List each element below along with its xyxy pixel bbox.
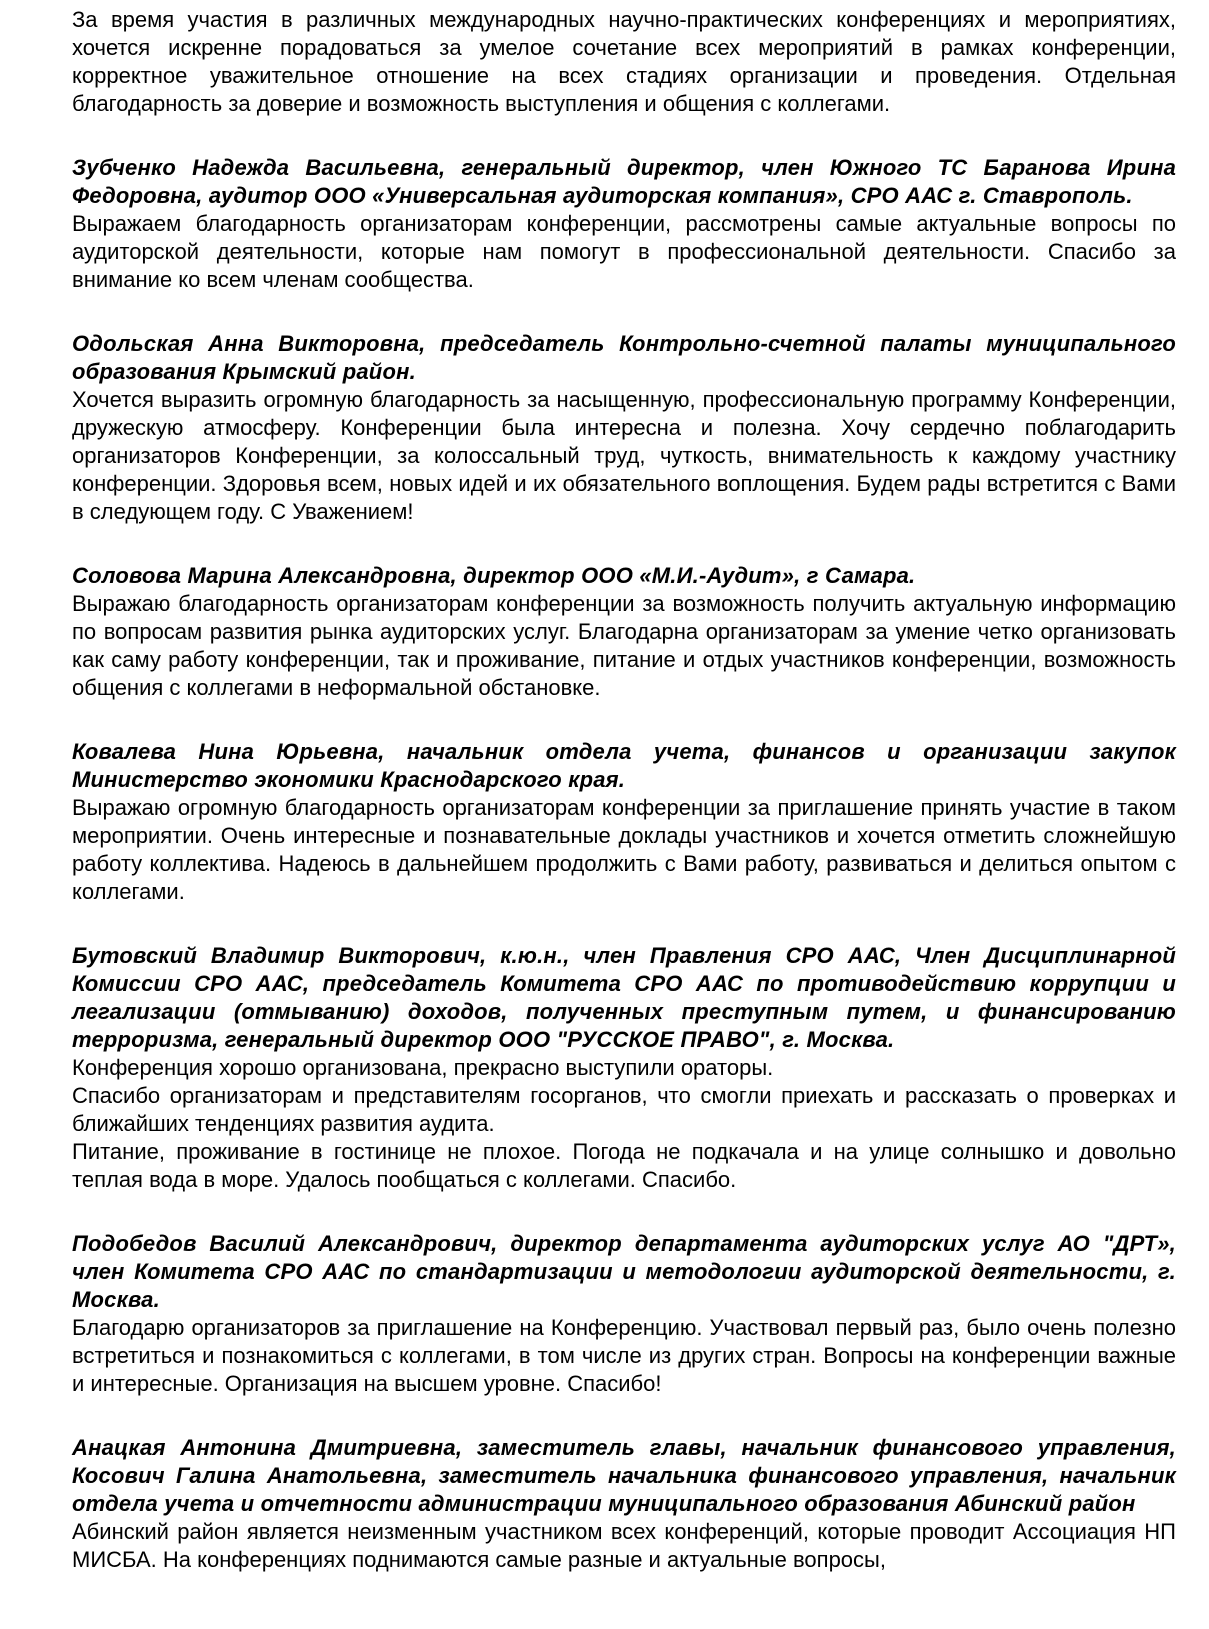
entry-paragraph: Выражаем благодарность организаторам конференции, рассмотрены самые актуальные вопросы по аудиторской деятельности, которые нам помогут в профессиональной деятельности. Спасибо за внимание ко всем членам сообщества. [72,211,1176,292]
entry-paragraph: Выражаю благодарность организаторам конференции за возможность получить актуальную информацию по вопросам развития рынка аудиторских услуг. Благодарна организаторам за умение четко организовать как саму работу конференции, так и проживание, питание и отдых участников конференции, возможность общения с коллегами в неформальной обстановке. [72,591,1176,700]
entry-paragraph: Выражаю огромную благодарность организаторам конференции за приглашение принять участие в таком мероприятии. Очень интересные и познавательные доклады участников и хочется отметить сложнейшую работу коллектива. Надеюсь в дальнейшем продолжить с Вами работу, развиваться и делиться опытом с коллегами. [72,795,1176,904]
intro-paragraph: За время участия в различных международных научно-практических конференциях и мероприятиях, хочется искренне порадоваться за умелое сочетание всех мероприятий в рамках конференции, корректное уважительное отношение на всех стадиях организации и проведения. Отдельная благодарность за доверие и возможность выступления и общения с коллегами. [72,7,1176,116]
review-entry-4 [72,738,1176,906]
entry-paragraph: Конференция хорошо организована, прекрасно выступили ораторы. [72,1055,774,1080]
document-page [72,0,1176,1574]
entry-author: Ковалева Нина Юрьевна, начальник отдела учета, финансов и организации закупок Министерство экономики Краснодарского края. [72,739,1176,792]
review-entry-7 [72,1434,1176,1574]
entry-author: Зубченко Надежда Васильевна, генеральный директор, член Южного ТС Баранова Ирина Федоровна, аудитор ООО «Универсальная аудиторская компания», СРО ААС г. Ставрополь. [72,155,1176,208]
review-entry-3 [72,562,1176,702]
entry-author: Одольская Анна Викторовна, председатель Контрольно-счетной палаты муниципального образования Крымский район. [72,331,1176,384]
entry-paragraph: Питание, проживание в гостинице не плохое. Погода не подкачала и на улице солнышко и довольно теплая вода в море. Удалось пообщаться с коллегами. Спасибо. [72,1139,1176,1192]
entry-paragraph: Спасибо организаторам и представителям госорганов, что смогли приехать и рассказать о проверках и ближайших тенденциях развития аудита. [72,1083,1176,1136]
entry-author: Соловова Марина Александровна, директор ООО «М.И.-Аудит», г Самара. [72,563,916,588]
review-entry-2 [72,330,1176,526]
entry-author: Бутовский Владимир Викторович, к.ю.н., член Правления СРО ААС, Член Дисциплинарной Комиссии СРО ААС, председатель Комитета СРО ААС по противодействию коррупции и легализации (отмыванию) доходов, полученных преступным путем, и финансированию терроризма, генеральный директор ООО "РУССКОЕ ПРАВО", г. Москва. [72,943,1176,1052]
entry-author: Анацкая Антонина Дмитриевна, заместитель главы, начальник финансового управления, Косович Галина Анатольевна, заместитель начальника финансового управления, начальник отдела учета и отчетности администрации муниципального образования Абинский район [72,1435,1176,1516]
entry-paragraph: Хочется выразить огромную благодарность за насыщенную, профессиональную программу Конференции, дружескую атмосферу. Конференции была интересна и полезна. Хочу сердечно поблагодарить организаторов Конференции, за колоссальный труд, чуткость, внимательность к каждому участнику конференции. Здоровья всем, новых идей и их обязательного воплощения. Будем рады встретится с Вами в следующем году. С Уважением! [72,387,1176,524]
review-entry-5 [72,942,1176,1194]
entry-paragraph: Благодарю организаторов за приглашение на Конференцию. Участвовал первый раз, было очень полезно встретиться и познакомиться с коллегами, в том числе из других стран. Вопросы на конференции важные и интересные. Организация на высшем уровне. Спасибо! [72,1315,1176,1396]
entry-author: Подобедов Василий Александрович, директор департамента аудиторских услуг АО "ДРТ», член Комитета СРО ААС по стандартизации и методологии аудиторской деятельности, г. Москва. [72,1231,1176,1312]
review-entry-6 [72,1230,1176,1398]
review-entry-1 [72,154,1176,294]
entry-paragraph: Абинский район является неизменным участником всех конференций, которые проводит Ассоциация НП МИСБА. На конференциях поднимаются самые разные и актуальные вопросы, [72,1519,1176,1572]
